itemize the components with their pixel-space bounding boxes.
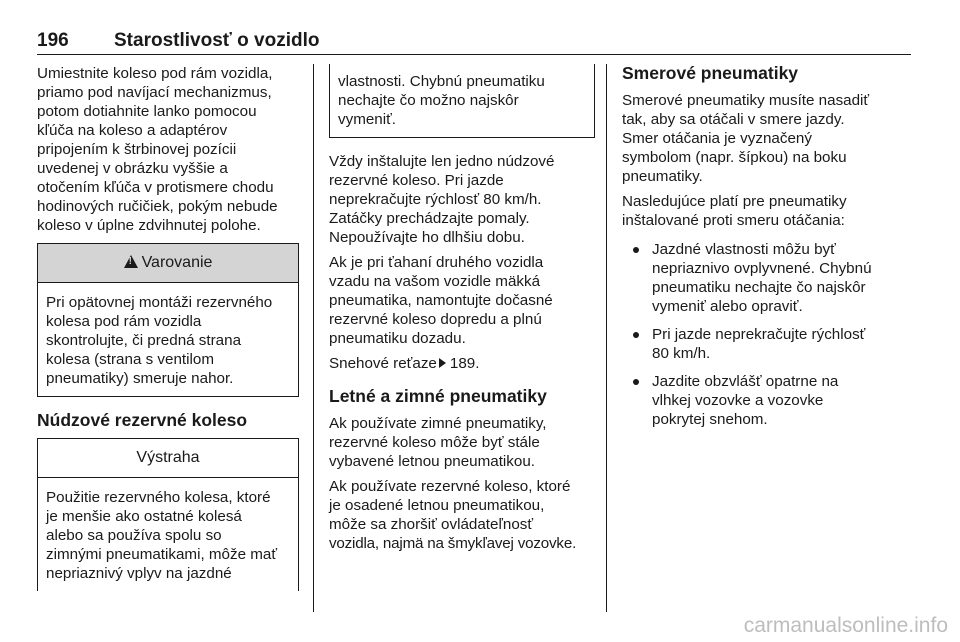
text-line: tak, aby sa otáčali v smere jazdy. — [622, 111, 845, 128]
text-line: priamo pod navíjací mechanizmus, — [37, 84, 272, 101]
column-2 — [329, 64, 595, 559]
text-line: Pri opätovnej montáži rezervného — [46, 294, 273, 311]
page-header — [37, 28, 911, 55]
text-line: Jazdite obzvlášť opatrne na — [652, 373, 839, 390]
text-line: Jazdné vlastnosti môžu byť — [652, 241, 836, 258]
paragraph — [329, 152, 595, 247]
text-line: 80 km/h. — [652, 345, 711, 362]
cross-reference-text: Snehové reťaze — [329, 355, 437, 372]
text-line: uvedenej v obrázku vyššie a — [37, 160, 228, 177]
paragraph — [622, 192, 922, 230]
list-item — [622, 372, 922, 429]
text-line: Smerové pneumatiky musíte nasadiť — [622, 92, 870, 109]
text-line: rezervné koleso dopredu a plnú — [329, 311, 542, 328]
text-line: kolesa (strana s ventilom — [46, 351, 214, 368]
cross-reference-page: 189. — [449, 355, 480, 372]
column-3 — [622, 64, 922, 438]
bullet-icon — [633, 247, 639, 253]
column-divider — [606, 64, 607, 612]
text-line: vymeniť. — [338, 111, 397, 128]
watermark: carmanualsonline.info — [743, 614, 948, 637]
text-line: pneumatiku dozadu. — [329, 330, 466, 347]
text-line: Vždy inštalujte len jedno núdzové — [329, 153, 555, 170]
warning-box — [37, 243, 299, 397]
text-line: zimnými pneumatikami, môže mať — [46, 546, 278, 563]
column-1 — [37, 64, 299, 591]
section-heading: Smerové pneumatiky — [622, 63, 799, 83]
text-line: pokrytej snehom. — [652, 411, 768, 428]
text-line: je menšie ako ostatné kolesá — [46, 508, 242, 525]
text-line: nechajte čo možno najskôr — [338, 92, 519, 109]
text-line: pneumatika, namontujte dočasné — [329, 292, 553, 309]
page-number: 196 — [37, 30, 69, 51]
text-line: alebo sa používa spolu so — [46, 527, 222, 544]
text-line: pneumatiky. — [622, 168, 703, 185]
text-line: Ak používate rezervné koleso, ktoré — [329, 478, 571, 495]
text-line: môže sa zhoršiť ovládateľnosť — [329, 516, 534, 533]
warning-body — [38, 283, 298, 396]
text-line: hodinových ručičiek, pokým nebude — [37, 198, 278, 215]
text-line: vymeniť alebo opraviť. — [652, 298, 803, 315]
text-line: neprekračujte rýchlosť 80 km/h. — [329, 191, 542, 208]
text-line: Ak používate zimné pneumatiky, — [329, 415, 547, 432]
text-line: pneumatiku nechajte čo najskôr — [652, 279, 866, 296]
text-line: Umiestnite koleso pod rám vozidla, — [37, 65, 273, 82]
list-item — [622, 240, 922, 316]
text-line: potom dotiahnite lanko pomocou — [37, 103, 257, 120]
page-reference-icon — [439, 358, 446, 368]
warning-header — [38, 244, 298, 283]
caution-box — [37, 438, 299, 591]
text-line: rezervné koleso môže byť stále — [329, 434, 540, 451]
section-heading: Núdzové rezervné koleso — [37, 410, 248, 430]
text-line: Ak je pri ťahaní druhého vozidla — [329, 254, 544, 271]
text-line: Nepoužívajte ho dlhšiu dobu. — [329, 229, 525, 246]
text-line: vybavené letnou pneumatikou. — [329, 453, 536, 470]
caution-box-continued — [329, 64, 595, 138]
text-line: vzadu na vašom vozidle mäkká — [329, 273, 541, 290]
text-line: Smer otáčania je vyznačený — [622, 130, 812, 147]
text-line: vlhkej vozovke a vozovke — [652, 392, 824, 409]
paragraph — [622, 91, 922, 186]
column-divider — [313, 64, 314, 612]
text-line: inštalované proti smeru otáčania: — [622, 212, 845, 229]
text-line: symbolom (napr. šípkou) na boku — [622, 149, 847, 166]
text-line: je osadené letnou pneumatikou, — [329, 497, 545, 514]
bullet-icon — [633, 332, 639, 338]
text-line: kolesa pod rám vozidla — [46, 313, 202, 330]
cross-reference[interactable] — [329, 354, 595, 373]
text-line: Nasledujúce platí pre pneumatiky — [622, 193, 847, 210]
text-line: koleso v úplne zdvihnutej polohe. — [37, 217, 261, 234]
section-heading: Letné a zimné pneumatiky — [329, 386, 547, 406]
caution-body — [38, 478, 298, 591]
text-line: vlastnosti. Chybnú pneumatiku — [338, 73, 545, 90]
text-line: kľúča na koleso a adaptérov — [37, 122, 228, 139]
warning-title: Varovanie — [141, 254, 213, 271]
list-item — [622, 325, 922, 363]
bullet-list — [622, 240, 922, 429]
text-line: otočením kľúča v protismere chodu — [37, 179, 274, 196]
paragraph — [329, 414, 595, 471]
text-line: skontrolujte, či predná strana — [46, 332, 242, 349]
intro-paragraph — [37, 64, 299, 235]
text-line: nepriaznivo ovplyvnené. Chybnú — [652, 260, 872, 277]
paragraph — [329, 253, 595, 348]
text-line: Zatáčky prechádzajte pomaly. — [329, 210, 530, 227]
caution-body-continued — [330, 64, 594, 137]
text-line: Použitie rezervného kolesa, ktoré — [46, 489, 271, 506]
text-line: Pri jazde neprekračujte rýchlosť — [652, 326, 866, 343]
text-line: rezervné koleso. Pri jazde — [329, 172, 504, 189]
paragraph — [329, 477, 595, 553]
text-line: pripojením k štrbinovej pozícii — [37, 141, 237, 158]
text-line: nepriaznivý vplyv na jazdné — [46, 565, 232, 582]
caution-header: Výstraha — [38, 439, 298, 478]
bullet-icon — [633, 379, 639, 385]
text-line: pneumatiky) smeruje nahor. — [46, 370, 234, 387]
page-title: Starostlivosť o vozidlo — [114, 30, 320, 51]
text-line: vozidla, najmä na šmykľavej vozovke. — [329, 535, 577, 552]
warning-triangle-icon — [124, 255, 138, 268]
